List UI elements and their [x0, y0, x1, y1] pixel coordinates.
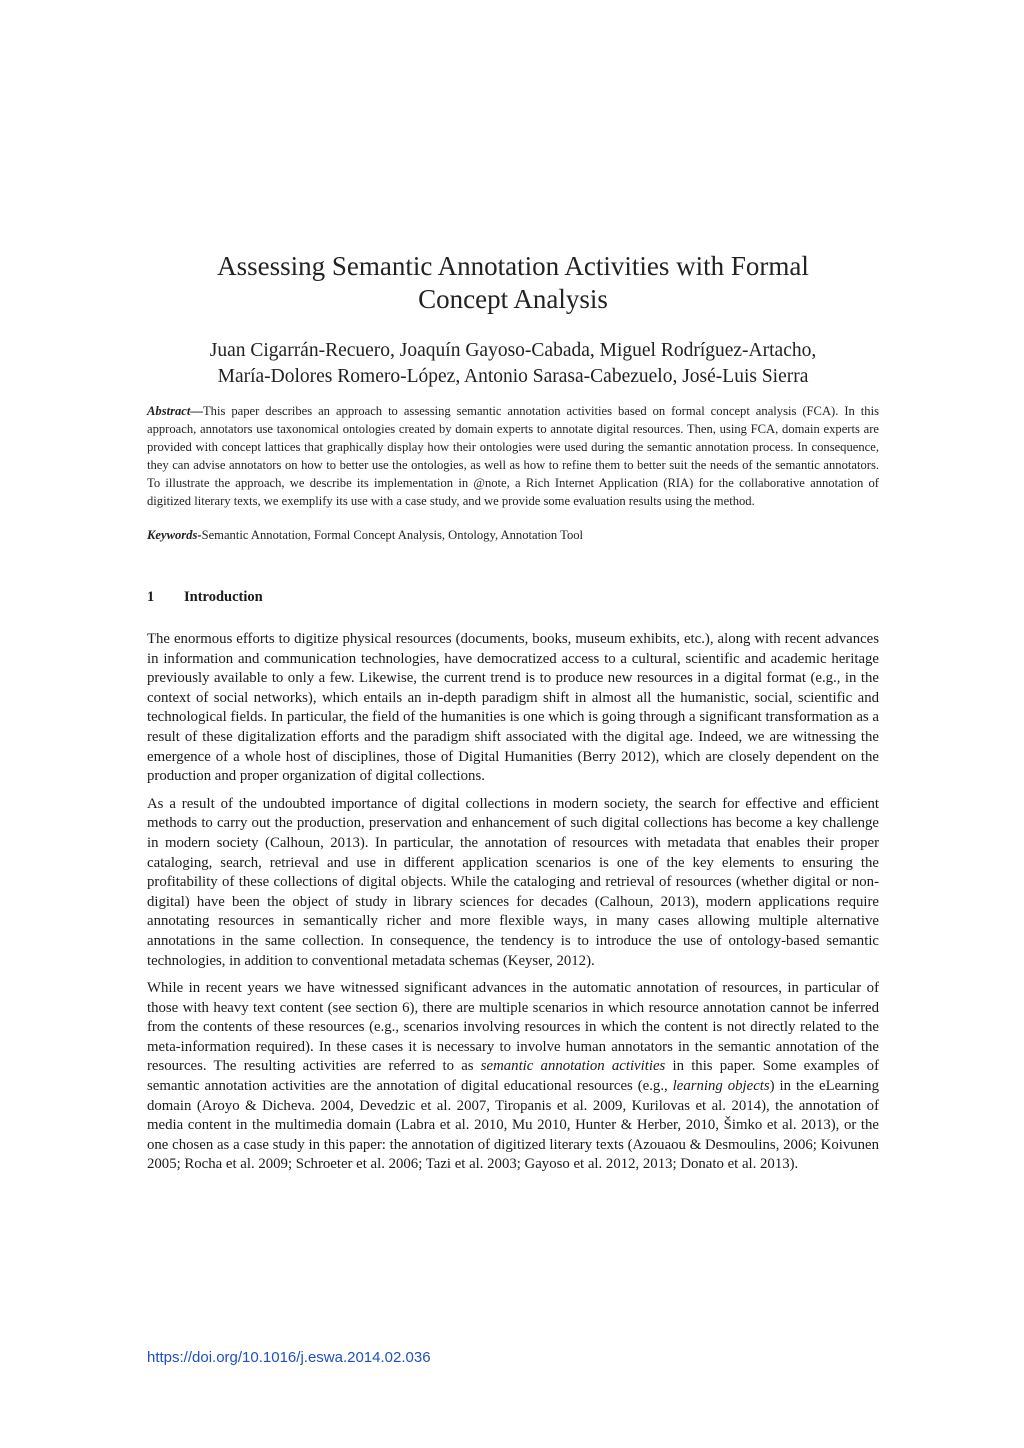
paper-title [147, 250, 879, 316]
intro-paragraph-3 [147, 979, 879, 1175]
intro-paragraph-3-emphasis-2: learning objects [672, 1078, 770, 1095]
doi-link[interactable]: https://doi.org/10.1016/j.eswa.2014.02.036 [147, 1349, 431, 1366]
keywords-text: Semantic Annotation, Formal Concept Analysis, Ontology, Annotation Tool [201, 528, 584, 542]
intro-paragraph-3-part-c: ) in the eLearning domain (Aroyo & Dicheva. 2004, Devedzic et al. 2007, Tiropanis et al. 2009, Kurilovas et al. 2014), the annotation of media content in the multimedia domain (Labra et al. 2010, Mu 2010, Hunter & Herber, 2010, Šimko et al. 2013), or the one chosen as a case study in this paper: the annotation of digitized literary texts (Azouaou & Desmoulins, 2006; Koivunen 2005; Rocha et al. 2009; Schroeter et al. 2006; Tazi et al. 2003; Gayoso et al. 2012, 2013; Donato et al. 2013). [147, 1078, 879, 1173]
keywords-label: Keywords- [147, 528, 202, 542]
intro-paragraph-3-part-b: in this paper. Some examples of semantic annotation activities are the annotation of digital educational resources (e.g., [147, 1058, 879, 1095]
intro-paragraph-2: As a result of the undoubted importance of digital collections in modern society, the search for effective and efficient methods to carry out the production, preservation and enhancement of such digital collections has become a key challenge in modern society (Calhoun, 2013). In particular, the annotation of resources with metadata that enables their proper cataloging, search, retrieval and use in different application scenarios is one of the key elements to ensuring the profitability of these collections of digital objects. While the cataloging and retrieval of resources (whether digital or non-digital) have been the object of study in library sciences for decades (Calhoun, 2013), modern applications require annotating resources in semantically richer and more flexible ways, in many cases allowing multiple alternative annotations in the same collection. In consequence, the tendency is to introduce the use of ontology-based semantic technologies, in addition to conventional metadata schemas (Keyser, 2012). [147, 795, 879, 969]
intro-paragraph-3-part-a: While in recent years we have witnessed significant advances in the automatic annotation of resources, in particular of those with heavy text content (see section 6), there are multiple scenarios in which resource annotation cannot be inferred from the contents of these resources (e.g., scenarios involving resources in which the content is not directly related to the meta-information required). In these cases it is necessary to involve human annotators in the semantic annotation of the resources. The resulting activities are referred to as [147, 980, 879, 1075]
paper-title-line-1: Assessing Semantic Annotation Activities with Formal [217, 251, 809, 281]
author-list-line-2: María-Dolores Romero-López, Antonio Sarasa-Cabezuelo, José-Luis Sierra [217, 366, 809, 387]
abstract [147, 402, 879, 510]
section-heading-introduction [147, 588, 879, 606]
paper-title-line-2: Concept Analysis [418, 284, 608, 314]
keywords [147, 526, 879, 544]
abstract-text: This paper describes an approach to assessing semantic annotation activities based on formal concept analysis (FCA). In this approach, annotators use taxonomical ontologies created by domain experts to annotate digital resources. Then, using FCA, domain experts are provided with concept lattices that graphically display how their ontologies were used during the semantic annotation process. In consequence, they can advise annotators on how to better use the ontologies, as well as how to refine them to better suit the needs of the semantic annotators. To illustrate the approach, we describe its implementation in @note, a Rich Internet Application (RIA) for the collaborative annotation of digitized literary texts, we exemplify its use with a case study, and we provide some evaluation results using the method. [147, 404, 879, 508]
introduction-body [147, 630, 879, 1175]
section-number: 1 [147, 589, 155, 605]
section-title: Introduction [184, 589, 263, 605]
author-list-line-1: Juan Cigarrán-Recuero, Joaquín Gayoso-Cabada, Miguel Rodríguez-Artacho, [209, 340, 817, 361]
abstract-dash: — [190, 404, 203, 418]
intro-paragraph-1: The enormous efforts to digitize physical resources (documents, books, museum exhibits, etc.), along with recent advances in information and communication technologies, have democratized access to a cultural, scientific and academic heritage previously available to only a few. Likewise, the current trend is to produce new resources in a digital format (e.g., in the context of social networks), which entails an in-depth paradigm shift in almost all the humanistic, social, scientific and technological fields. In particular, the field of the humanities is one which is going through a significant transformation as a result of these digitalization efforts and the paradigm shift associated with the digital age. Indeed, we are witnessing the emergence of a whole host of disciplines, those of Digital Humanities (Berry 2012), which are closely dependent on the production and proper organization of digital collections. [147, 631, 879, 785]
paper-page [147, 250, 879, 1183]
abstract-label: Abstract [147, 404, 191, 418]
intro-paragraph-3-emphasis-1: semantic annotation activities [480, 1058, 666, 1075]
author-list [147, 338, 879, 390]
